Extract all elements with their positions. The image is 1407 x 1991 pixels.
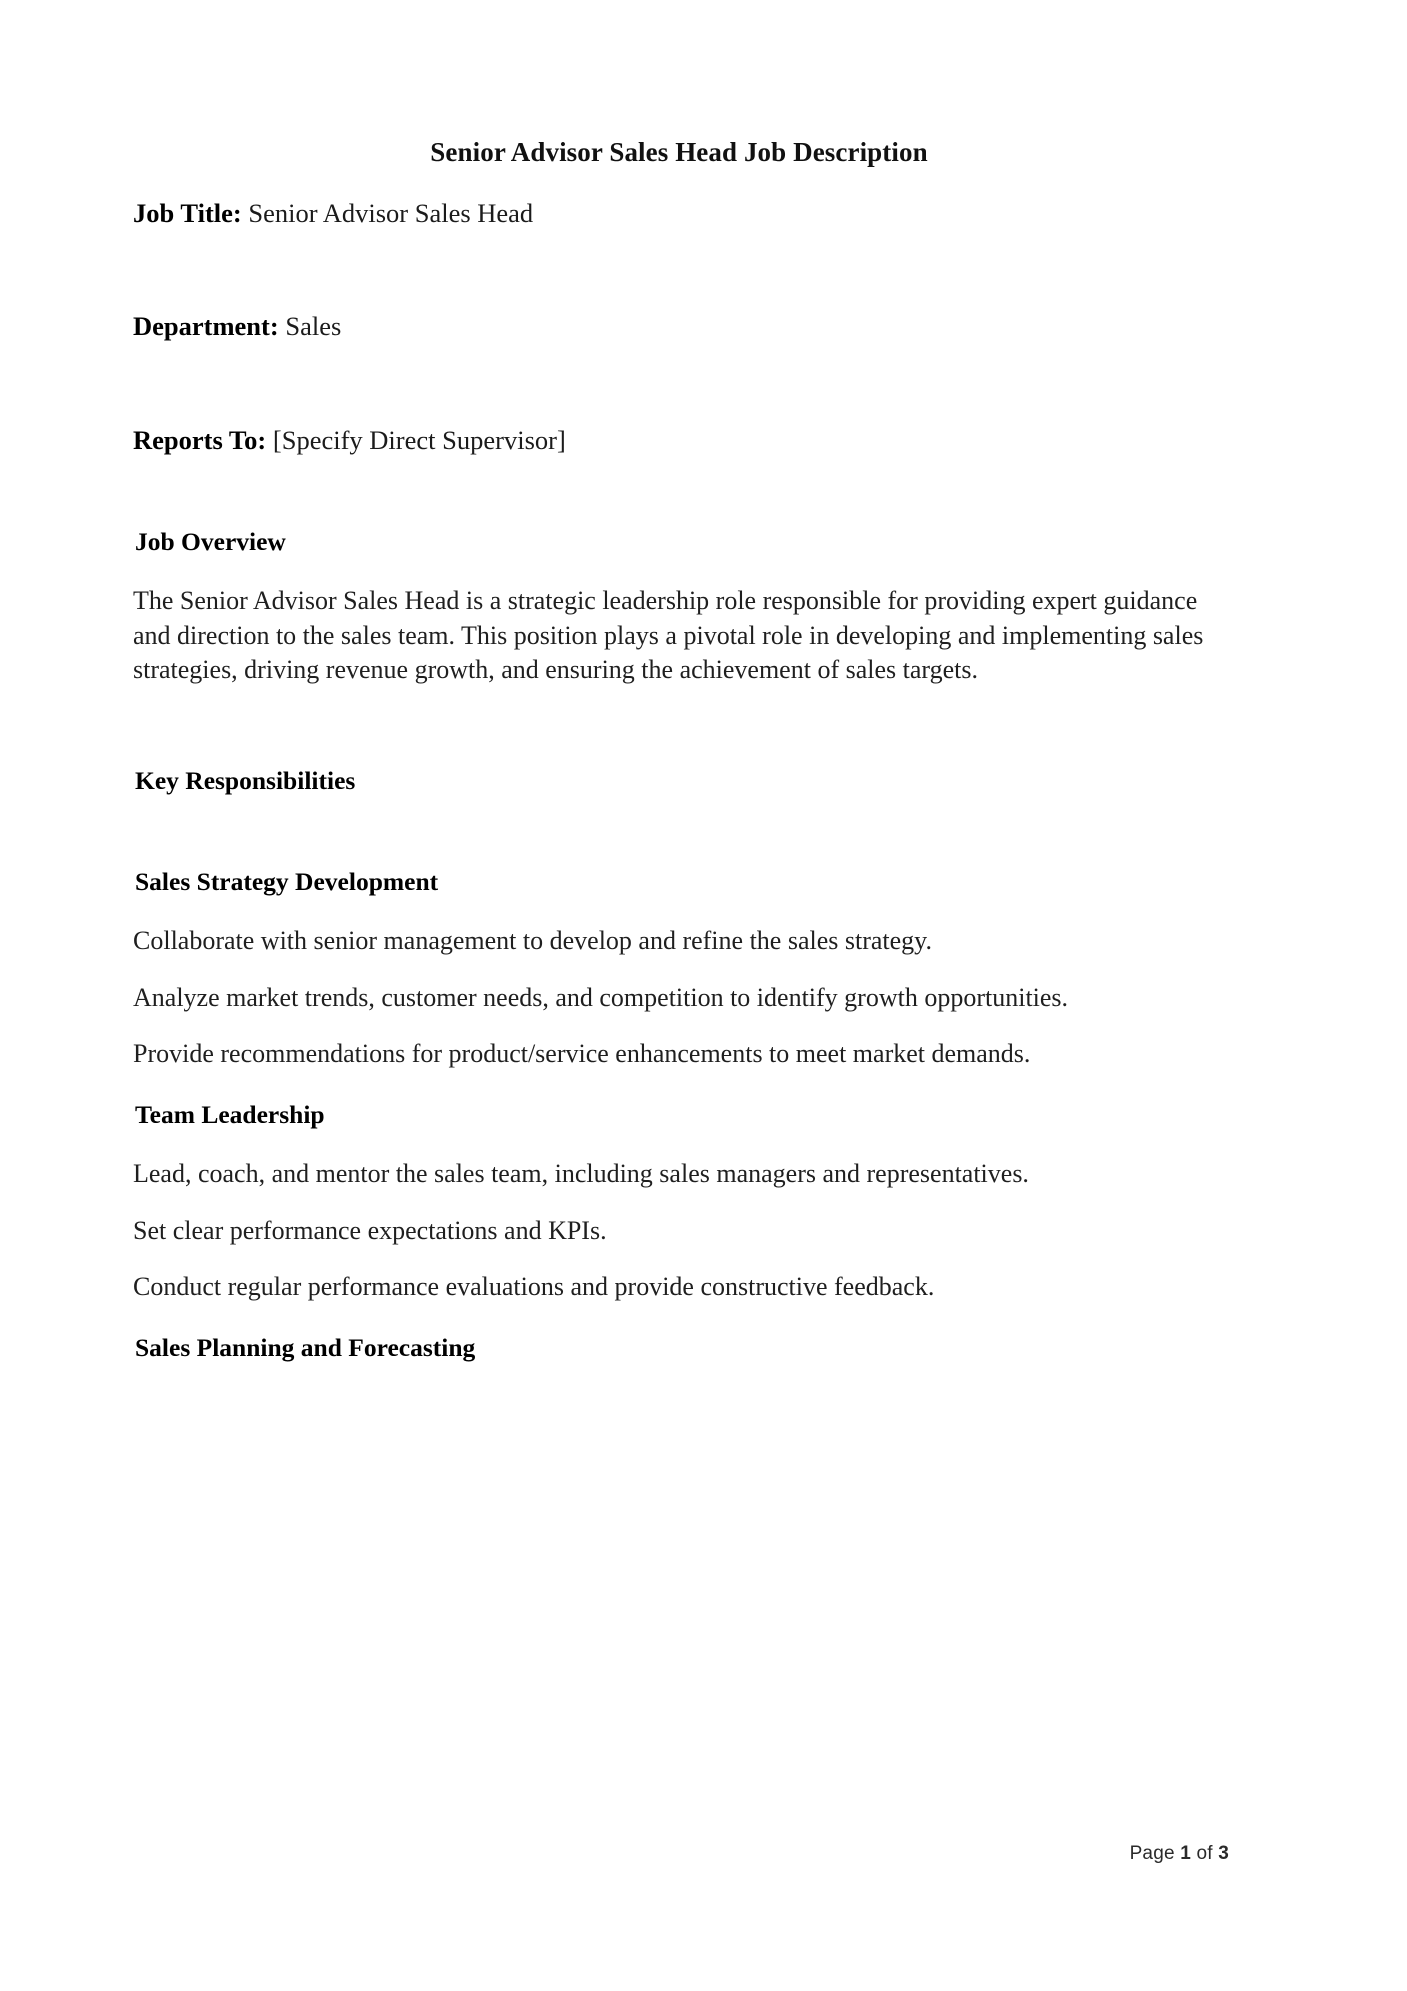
- field-department-label: Department:: [133, 311, 279, 342]
- field-department-value: Sales: [285, 311, 342, 342]
- footer-prefix: Page: [1129, 1843, 1181, 1864]
- field-department: [133, 309, 1225, 343]
- field-reports-to: [133, 423, 1225, 457]
- section-heading-job-overview: Job Overview: [135, 527, 286, 557]
- field-reports-to-label: Reports To:: [133, 424, 267, 455]
- list-item: Lead, coach, and mentor the sales team, including sales managers and representatives.: [133, 1159, 1029, 1189]
- list-item: Analyze market trends, customer needs, and competition to identify growth opportunities.: [133, 982, 1069, 1012]
- list-item: Set clear performance expectations and KPIs.: [133, 1215, 607, 1245]
- field-reports-to-value: [Specify Direct Supervisor]: [272, 424, 566, 455]
- subsection-heading-sales-planning-and-forecasting: Sales Planning and Forecasting: [135, 1332, 476, 1362]
- job-overview-paragraph: The Senior Advisor Sales Head is a strategic leadership role responsible for providing expert guidance and direction to the sales team. This position plays a pivotal role in developing and implementing sales strategies, driving revenue growth, and ensuring the achievement of sales targets.: [133, 586, 1204, 685]
- footer-middle: of: [1191, 1843, 1219, 1864]
- subsection-heading-sales-strategy-development: Sales Strategy Development: [135, 867, 439, 897]
- field-job-title-label: Job Title:: [133, 197, 242, 228]
- footer-total-pages: 3: [1218, 1843, 1229, 1864]
- field-job-title-value: Senior Advisor Sales Head: [248, 197, 534, 228]
- page-title: Senior Advisor Sales Head Job Description: [430, 137, 928, 167]
- subsection-heading-team-leadership: Team Leadership: [135, 1099, 325, 1129]
- section-heading-key-responsibilities: Key Responsibilities: [135, 765, 356, 795]
- list-item: Provide recommendations for product/service enhancements to meet market demands.: [133, 1039, 1031, 1069]
- list-item: Conduct regular performance evaluations and provide constructive feedback.: [133, 1272, 935, 1302]
- document-content: [133, 0, 1225, 1364]
- page-footer: [0, 1843, 1407, 1865]
- list-item: Collaborate with senior management to develop and refine the sales strategy.: [133, 926, 932, 956]
- field-job-title: [133, 196, 1225, 230]
- footer-current-page: 1: [1180, 1843, 1191, 1864]
